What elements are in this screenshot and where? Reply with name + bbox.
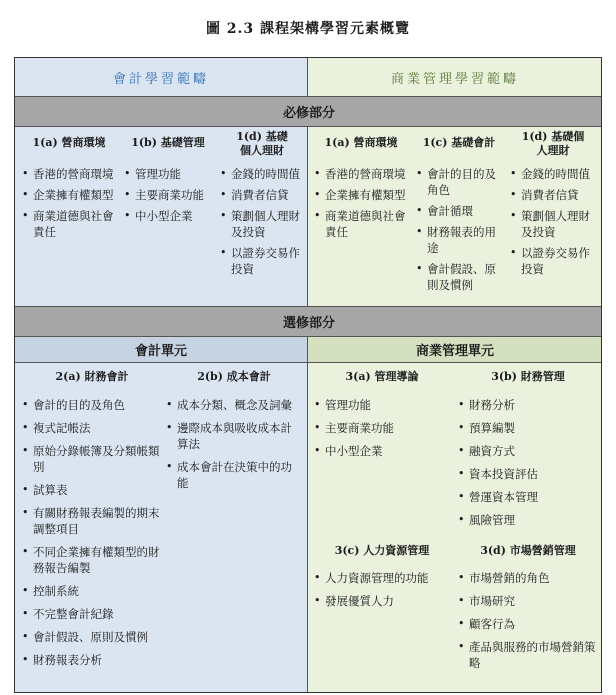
list-item: • 不同企業擁有權類型的財務報告編製 [21,544,163,576]
list-item: • 預算編製 [457,420,599,436]
list-item: • 顧客行為 [457,616,599,632]
list-item: • 企業擁有權類型 [313,187,409,203]
compulsory-module-1c [415,136,503,293]
list-item: • 消費者信貸 [509,187,597,203]
module-heading: 3(d) 市場營銷管理 [480,544,576,557]
module-heading: 1(a) 營商環境 [324,136,398,149]
list-item: • 主要商業功能 [123,187,213,203]
compulsory-module-1a-right [313,136,409,240]
list-item: • 消費者信貸 [219,187,305,203]
list-item: • 策劃個人理財及投資 [219,208,305,240]
list-item: • 資本投資評估 [457,466,599,482]
list-item: • 人力資源管理的功能 [313,570,451,586]
list-item: • 金錢的時間值 [219,166,305,182]
elective-module-3c [313,544,451,609]
divider [15,96,602,97]
list-item: • 會計的目的及角色 [21,397,163,413]
list-item: • 會計假設、原則及慣例 [21,629,163,645]
compulsory-module-1a-left [21,136,117,240]
divider [15,306,602,307]
list-item: • 會計的目的及角色 [415,166,503,198]
list-item: • 會計假設、原則及慣例 [415,261,503,293]
elective-module-3d [457,544,599,671]
business-domain-header: 商業管理學習範疇 [307,58,602,96]
module-heading: 3(b) 財務管理 [491,370,565,383]
module-heading: 2(a) 財務會計 [55,370,129,383]
list-item: • 邊際成本與吸收成本計算法 [165,420,303,452]
divider [15,336,602,337]
business-unit-header: 商業管理單元 [307,336,602,362]
module-heading: 1(d) 基礎個人理財 [521,130,585,157]
list-item: • 不完整會計紀錄 [21,606,163,622]
list-item: • 發展優質人力 [313,593,451,609]
list-item: • 有關財務報表編製的期末調整項目 [21,505,163,537]
list-item: • 中小型企業 [313,443,451,459]
list-item: • 風險管理 [457,512,599,528]
list-item: • 會計循環 [415,203,503,219]
list-item: • 中小型企業 [123,208,213,224]
list-item: • 香港的營商環境 [313,166,409,182]
curriculum-overview-diagram [14,57,602,693]
divider [15,362,602,363]
figure-title: 圖 2.3 課程架構學習元素概覽 [205,21,411,37]
list-item: • 試算表 [21,482,163,498]
module-heading: 2(b) 成本會計 [197,370,271,383]
list-item: • 複式記帳法 [21,420,163,436]
elective-band: 選修部分 [15,306,602,336]
list-item: • 市場營銷的角色 [457,570,599,586]
list-item: • 財務分析 [457,397,599,413]
accounting-unit-header: 會計單元 [15,336,307,362]
elective-module-2b [165,370,303,491]
compulsory-module-1b [123,136,213,224]
list-item: • 以證券交易作投資 [509,245,597,277]
list-item: • 商業道德與社會責任 [313,208,409,240]
accounting-domain-header: 會計學習範疇 [15,58,307,96]
list-item: • 金錢的時間值 [509,166,597,182]
module-heading: 1(a) 營商環境 [32,136,106,149]
list-item: • 成本會計在決策中的功能 [165,459,303,491]
list-item: • 管理功能 [313,397,451,413]
elective-module-2a [21,370,163,668]
module-heading: 3(a) 管理導論 [345,370,419,383]
list-item: • 策劃個人理財及投資 [509,208,597,240]
module-heading: 1(c) 基礎會計 [422,136,496,149]
list-item: • 融資方式 [457,443,599,459]
list-item: • 產品與服務的市場營銷策略 [457,639,599,671]
list-item: • 商業道德與社會責任 [21,208,117,240]
list-item: • 財務報表分析 [21,652,163,668]
list-item: • 財務報表的用途 [415,224,503,256]
list-item: • 管理功能 [123,166,213,182]
compulsory-module-1d-right [509,130,597,277]
module-heading: 3(c) 人力資源管理 [334,544,430,557]
list-item: • 以證券交易作投資 [219,245,305,277]
list-item: • 香港的營商環境 [21,166,117,182]
module-heading: 1(b) 基礎管理 [131,136,205,149]
divider [307,126,308,306]
divider [307,58,308,96]
compulsory-module-1d-left [219,130,305,277]
elective-module-3b [457,370,599,528]
elective-module-3a [313,370,451,459]
list-item: • 營運資本管理 [457,489,599,505]
list-item: • 控制系統 [21,583,163,599]
list-item: • 主要商業功能 [313,420,451,436]
list-item: • 原始分錄帳簿及分類帳類別 [21,443,163,475]
divider [15,126,602,127]
list-item: • 企業擁有權類型 [21,187,117,203]
list-item: • 成本分類、概念及詞彙 [165,397,303,413]
compulsory-band: 必修部分 [15,96,602,126]
module-heading: 1(d) 基礎個人理財 [236,130,288,157]
divider [307,336,308,693]
list-item: • 市場研究 [457,593,599,609]
